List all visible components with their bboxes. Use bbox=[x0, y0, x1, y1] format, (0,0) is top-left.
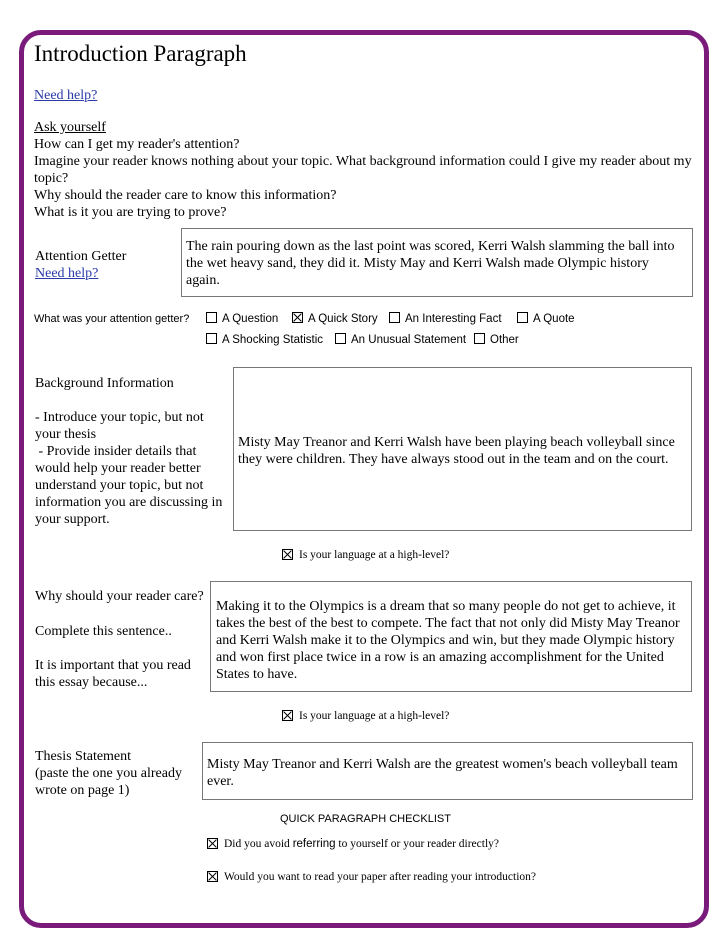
checkbox-background-language[interactable] bbox=[282, 549, 293, 560]
ask-yourself-heading: Ask yourself bbox=[34, 120, 106, 135]
background-language-check[interactable]: Is your language at a high-level? bbox=[282, 549, 449, 561]
checklist-item-want-to-read[interactable]: Would you want to read your paper after reading your introduction? bbox=[207, 871, 536, 883]
background-label: Background Information bbox=[35, 376, 174, 391]
care-language-check[interactable]: Is your language at a high-level? bbox=[282, 710, 449, 722]
care-prompt: Complete this sentence.. bbox=[35, 624, 172, 639]
checkbox-other[interactable] bbox=[474, 333, 485, 344]
ask-line-3: topic? bbox=[34, 171, 69, 186]
checkbox-want-to-read[interactable] bbox=[207, 871, 218, 882]
checkbox-avoid-referring[interactable] bbox=[207, 838, 218, 849]
checkbox-a-shocking-statistic[interactable] bbox=[206, 333, 217, 344]
checkbox-care-language[interactable] bbox=[282, 710, 293, 721]
care-label: Why should your reader care? bbox=[35, 589, 204, 604]
checklist-title: QUICK PARAGRAPH CHECKLIST bbox=[280, 813, 451, 825]
checkbox-a-question[interactable] bbox=[206, 312, 217, 323]
checkbox-a-quote[interactable] bbox=[517, 312, 528, 323]
option-an-unusual-statement[interactable]: An Unusual Statement bbox=[335, 334, 466, 346]
ask-line-2: Imagine your reader knows nothing about your topic. What background information could I give my reader about my bbox=[34, 154, 692, 169]
page-title: Introduction Paragraph bbox=[34, 41, 247, 66]
thesis-text: Misty May Treanor and Kerri Walsh are the greatest women's beach volleyball team ever. bbox=[207, 757, 678, 789]
background-text: Misty May Treanor and Kerri Walsh have been playing beach volleyball since they were children. They have always stood out in the team and on the court. bbox=[238, 435, 675, 467]
thesis-label: Thesis Statement (paste the one you already wrote on page 1) bbox=[35, 749, 182, 798]
ask-line-5: What is it you are trying to prove? bbox=[34, 205, 227, 220]
attention-getter-text: The rain pouring down as the last point was scored, Kerri Walsh slamming the ball into the wet heavy sand, they did it. Misty May and Kerri Walsh made Olympic history again. bbox=[186, 239, 675, 288]
option-a-quick-story[interactable]: A Quick Story bbox=[292, 313, 378, 325]
need-help-link[interactable]: Need help? bbox=[34, 88, 98, 103]
attention-label: Attention Getter bbox=[35, 249, 127, 264]
ask-line-1: How can I get my reader's attention? bbox=[34, 137, 240, 152]
option-an-interesting-fact[interactable]: An Interesting Fact bbox=[389, 313, 502, 325]
option-a-quote[interactable]: A Quote bbox=[517, 313, 575, 325]
checkbox-an-unusual-statement[interactable] bbox=[335, 333, 346, 344]
option-a-shocking-statistic[interactable]: A Shocking Statistic bbox=[206, 334, 323, 346]
option-other[interactable]: Other bbox=[474, 334, 519, 346]
checklist-item-avoid-referring[interactable]: Did you avoid referring to yourself or your reader directly? bbox=[207, 838, 499, 850]
checkbox-a-quick-story[interactable] bbox=[292, 312, 303, 323]
thesis-input[interactable] bbox=[202, 742, 693, 800]
care-input[interactable] bbox=[210, 581, 692, 692]
care-text: Making it to the Olympics is a dream that so many people do not get to achieve, it takes the best of the best to compete. The fact that not only did Misty May Treanor and Kerri Walsh make it to the Olympics and win, but they made Olympic history and won first place twice in a row is an amazing accomplishment for the United States to have. bbox=[216, 599, 680, 682]
ask-line-4: Why should the reader care to know this information? bbox=[34, 188, 337, 203]
checkbox-an-interesting-fact[interactable] bbox=[389, 312, 400, 323]
background-input[interactable] bbox=[233, 367, 692, 531]
attention-help-link[interactable]: Need help? bbox=[35, 266, 99, 281]
option-a-question[interactable]: A Question bbox=[206, 313, 278, 325]
care-sentence: It is important that you read this essay because... bbox=[35, 658, 191, 690]
background-instructions: - Introduce your topic, but not your thesis - Provide insider details that would help your reader better understand your topic, but not information you are discussing in your support. bbox=[35, 410, 223, 527]
attention-type-question: What was your attention getter? bbox=[34, 313, 190, 325]
attention-getter-input[interactable] bbox=[181, 228, 693, 297]
